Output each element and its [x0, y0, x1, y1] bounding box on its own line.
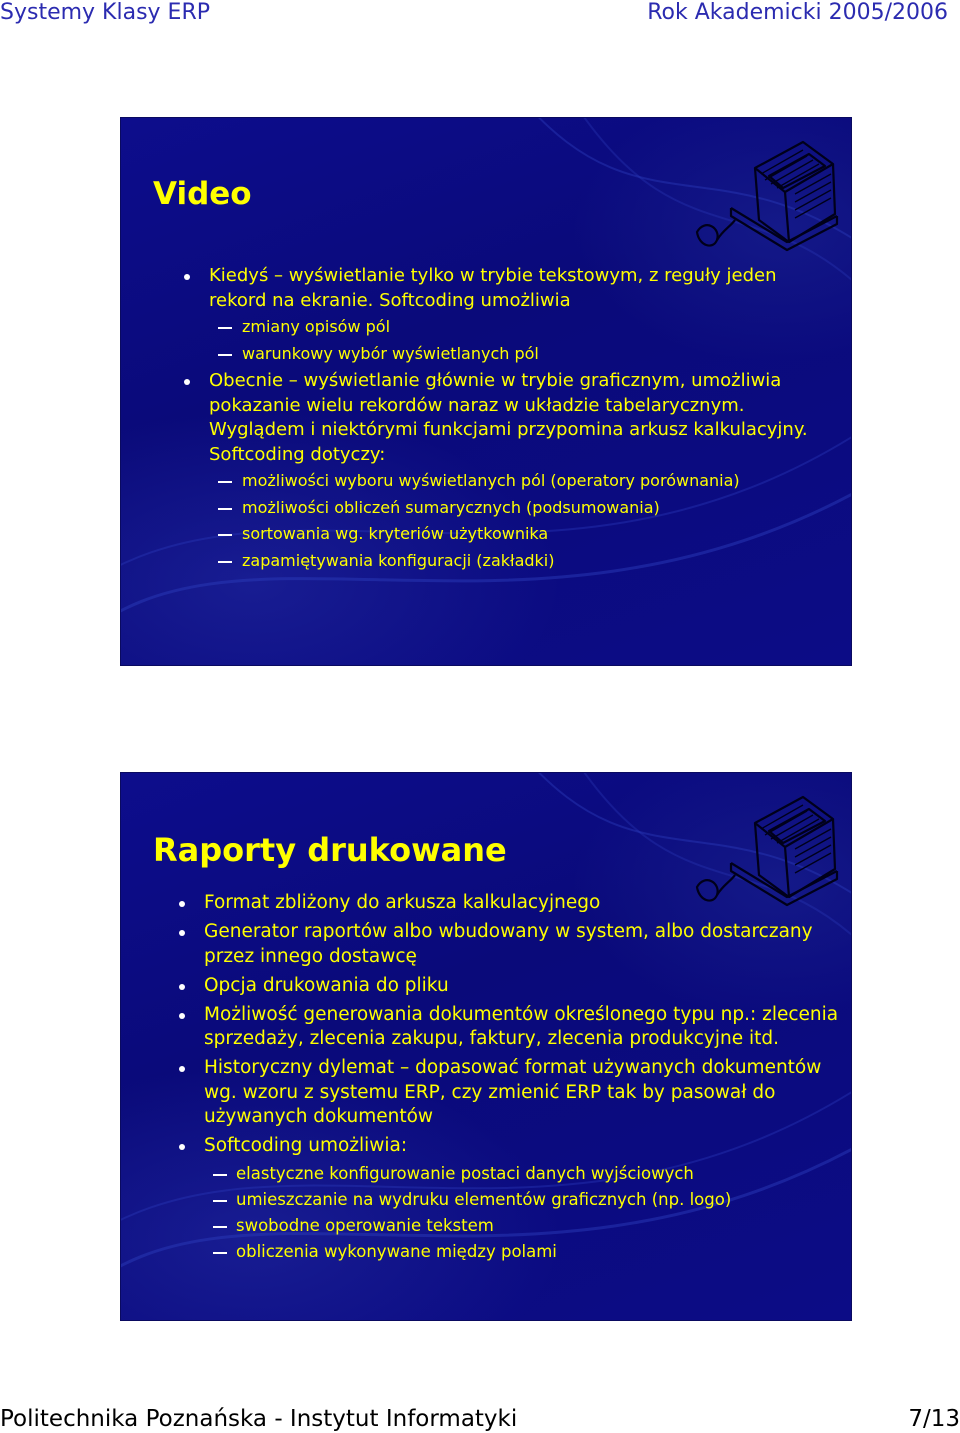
bullet-text: Historyczny dylemat – dopasować format używanych dokumentów wg. wzoru z systemu ERP, czy zmienić ERP tak by pasował do używanych dokumentów — [204, 1057, 822, 1127]
sub-bullet-item: zapamiętywania konfiguracji (zakładki) — [242, 548, 829, 575]
sub-list — [204, 1161, 844, 1266]
sub-bullet-item: sortowania wg. kryteriów użytkownika — [242, 521, 829, 548]
sub-bullet-item: możliwości wyboru wyświetlanych pól (operatory porównania) — [242, 468, 829, 495]
bullet-text: Obecnie – wyświetlanie głównie w trybie graficznym, umożliwia pokazanie wielu rekordów naraz w układzie tabelarycznym. Wyglądem i niektórymi funkcjami przypomina arkusz kalkulacyjny. Softcoding dotyczy: — [209, 370, 808, 465]
bullet-text: Opcja drukowania do pliku — [204, 974, 449, 996]
slide-title: Video — [153, 176, 252, 212]
sub-bullet-item: umieszczanie na wydruku elementów graficznych (np. logo) — [236, 1187, 844, 1213]
sub-bullet-item: obliczenia wykonywane między polami — [236, 1239, 844, 1265]
sub-list — [209, 468, 829, 574]
footer-institution: Politechnika Poznańska - Instytut Informatyki — [0, 1406, 518, 1432]
bullet-item — [204, 1056, 844, 1130]
slide-raporty-drukowane — [120, 772, 852, 1321]
bullet-text: Format zbliżony do arkusza kalkulacyjnego — [204, 892, 601, 913]
sub-list — [209, 314, 829, 367]
bullet-list — [204, 891, 844, 1270]
bullet-text: Kiedyś – wyświetlanie tylko w trybie tekstowym, z reguły jeden rekord na ekranie. Softcoding umożliwia — [209, 265, 777, 311]
bullet-text: Softcoding umożliwia: — [204, 1135, 408, 1156]
sub-bullet-item: swobodne operowanie tekstem — [236, 1213, 844, 1239]
bullet-item — [209, 369, 829, 574]
footer-page-number: 7/13 — [908, 1406, 960, 1432]
slide-video — [120, 117, 852, 666]
bullet-item — [204, 891, 844, 916]
sub-bullet-item: elastyczne konfigurowanie postaci danych wyjściowych — [236, 1161, 844, 1187]
bullet-item — [209, 264, 829, 367]
bullet-item — [204, 974, 844, 999]
bullet-text: Generator raportów albo wbudowany w system, albo dostarczany przez innego dostawcę — [204, 921, 813, 967]
sub-bullet-item: warunkowy wybór wyświetlanych pól — [242, 341, 829, 368]
header-course-title: Systemy Klasy ERP — [0, 0, 210, 25]
sub-bullet-item: zmiany opisów pól — [242, 314, 829, 341]
bullet-item — [204, 920, 844, 969]
computer-icon — [691, 134, 841, 254]
bullet-text: Możliwość generowania dokumentów określonego typu np.: zlecenia sprzedaży, zlecenia zakupu, faktury, zlecenia produkcyjne itd. — [204, 1003, 839, 1049]
bullet-item — [204, 1003, 844, 1052]
slide-title: Raporty drukowane — [153, 831, 507, 869]
sub-bullet-item: możliwości obliczeń sumarycznych (podsumowania) — [242, 495, 829, 522]
header-academic-year: Rok Akademicki 2005/2006 — [647, 0, 948, 25]
bullet-item — [204, 1134, 844, 1265]
bullet-list — [209, 264, 829, 576]
